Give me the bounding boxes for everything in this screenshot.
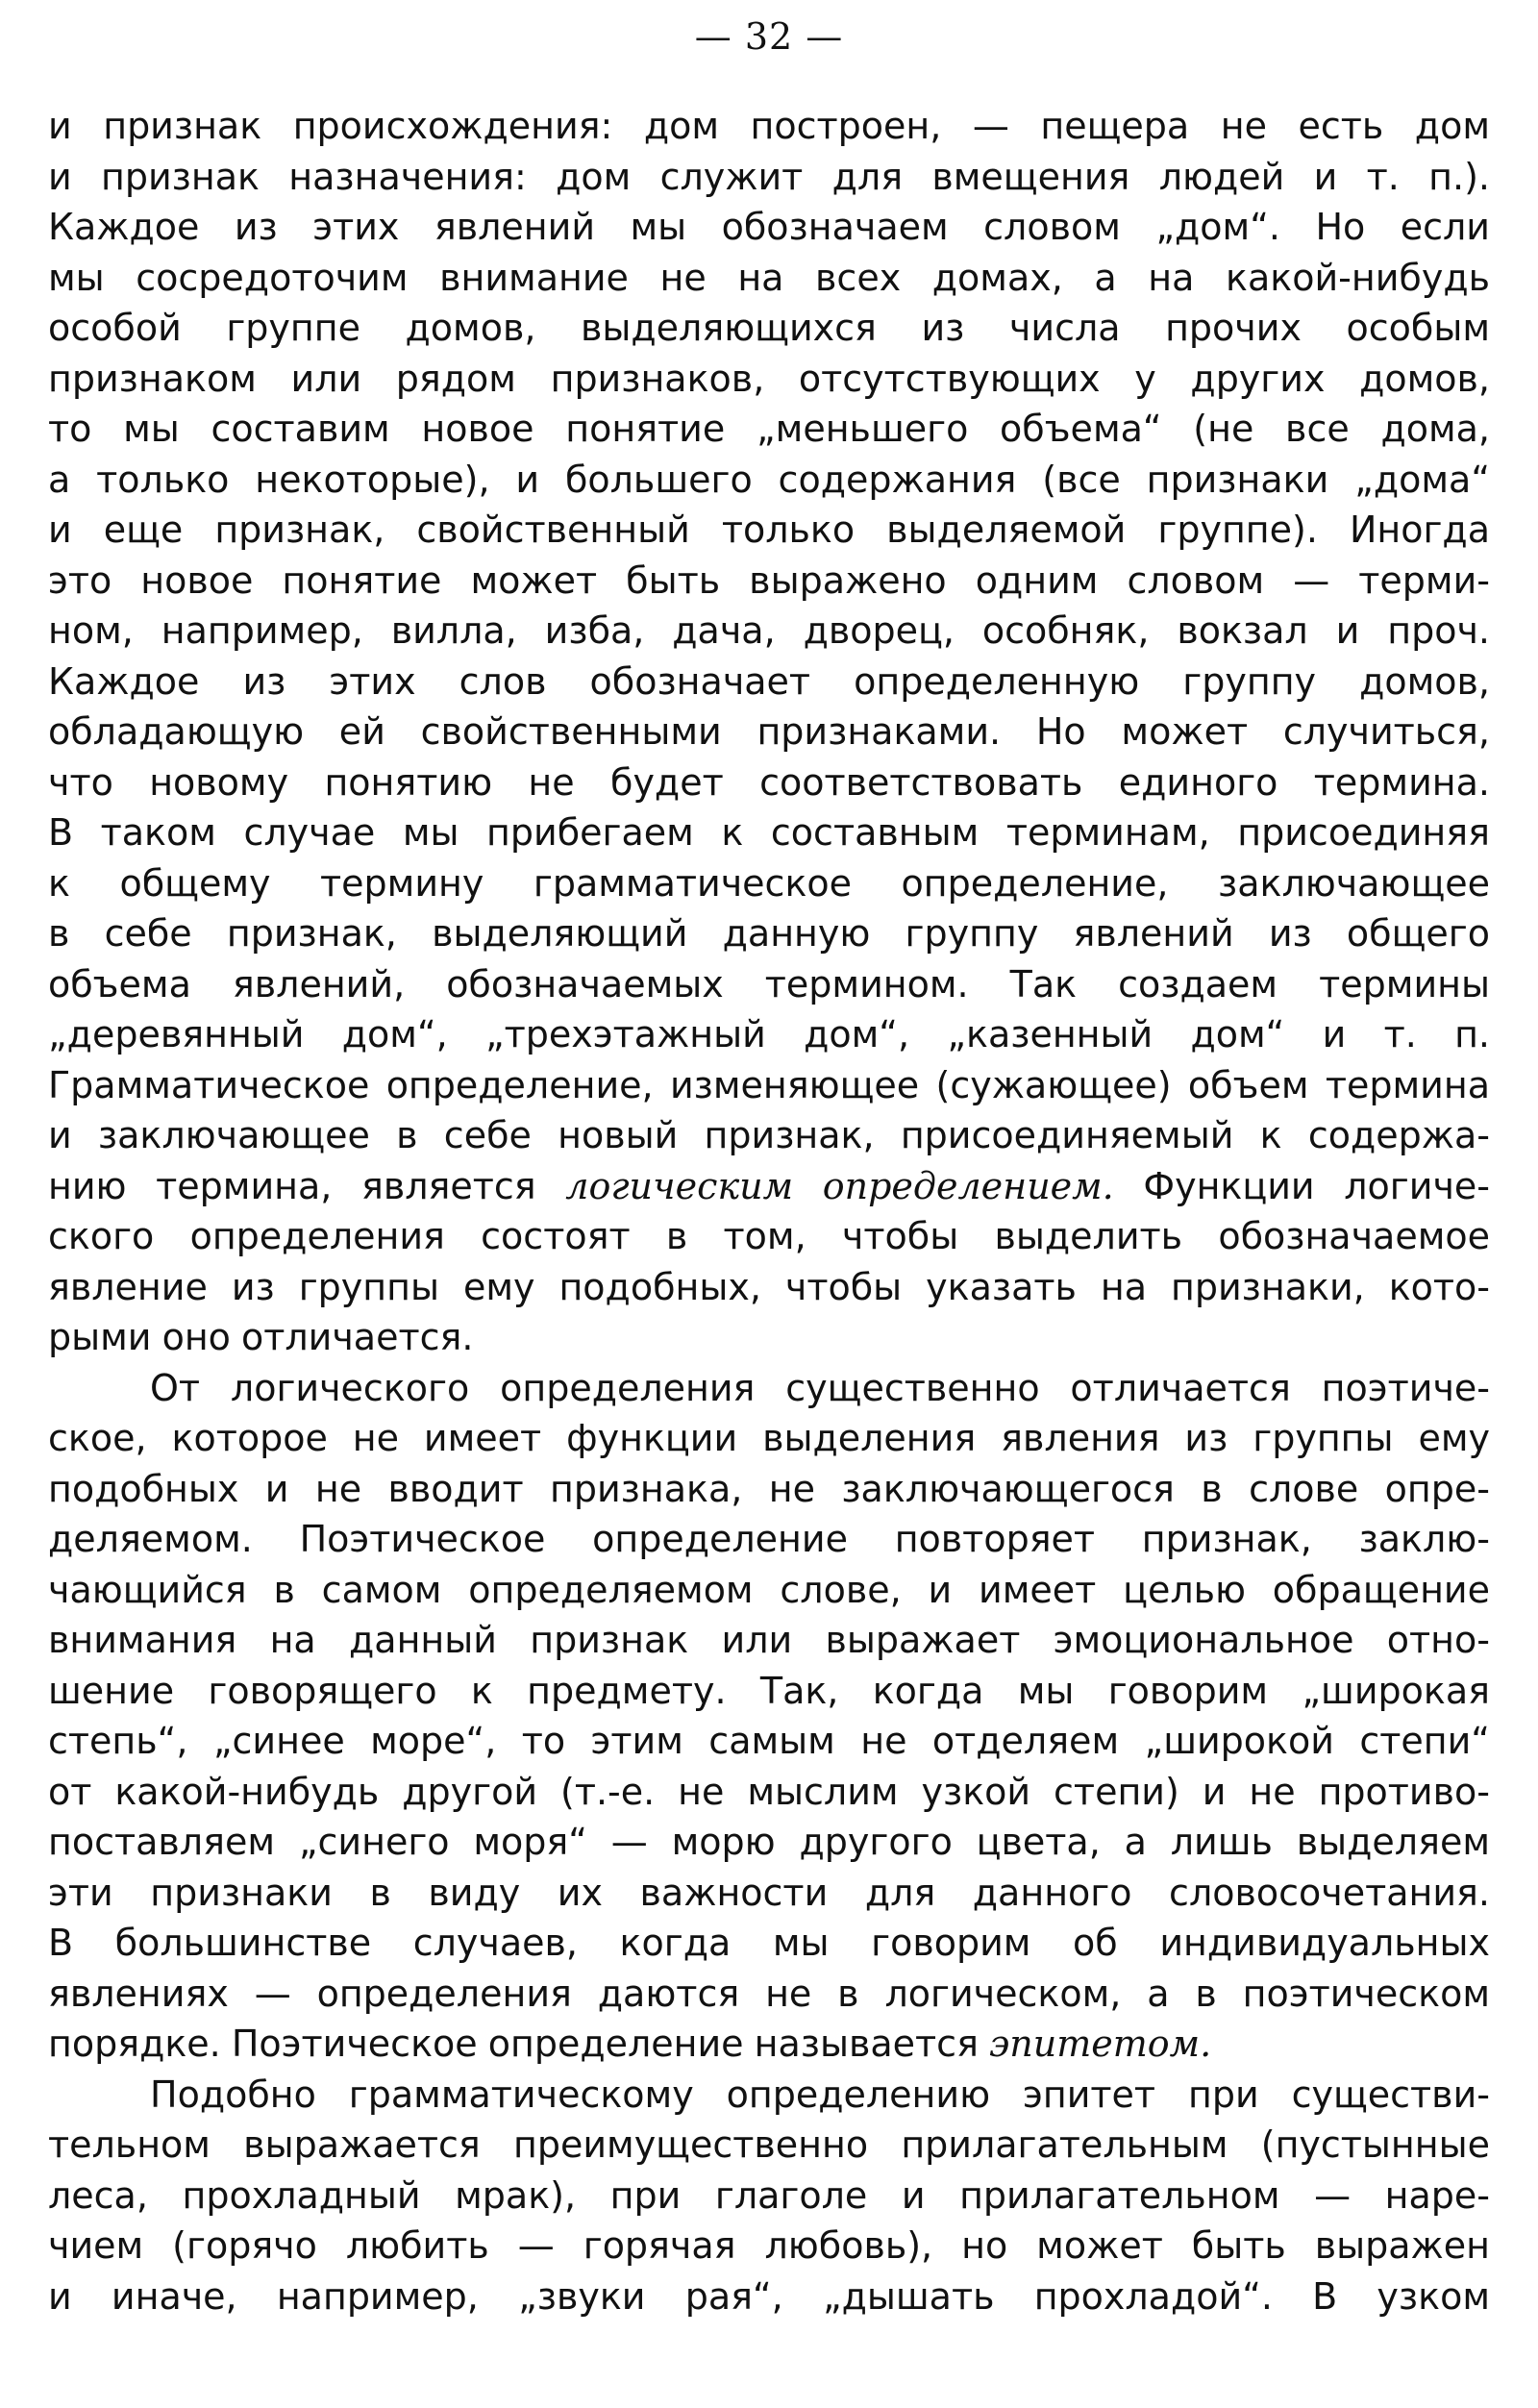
text-run: Функции логиче- [1113,1164,1490,1207]
text-line: степь“, „синее море“, то этим самым не отделяем „широкой степи“ [48,1720,1490,1762]
text-line: Грамматическое определение, изменяющее (сужающее) объем термина [48,1063,1490,1106]
text-line: то мы составим новое понятие „меньшего объема“ (не все дома, [48,408,1490,450]
text-line: „деревянный дом“, „трехэтажный дом“, „казенный дом“ и т. п. [48,1013,1490,1055]
text-line: обладающую ей свойственными признаками. Но может случиться, [48,710,1490,753]
text-line: В большинстве случаев, когда мы говорим об индивидуальных [48,1922,1490,1964]
text-line: В таком случае мы прибегаем к составным терминам, присоединяя [48,811,1490,854]
text-line: леса, прохладный мрак), при глаголе и прилагательном — наре- [48,2173,1490,2217]
italic-term: эпитетом. [989,2023,1212,2065]
text-line: чием (горячо любить — горячая любовь), но может быть выражен [48,2224,1490,2267]
text-line: и еще признак, свойственный только выделяемой группе). Иногда [48,509,1490,551]
text-line: Каждое из этих явлений мы обозначаем словом „дом“. Но если [48,206,1490,248]
text-line: это новое понятие может быть выражено одним словом — терми- [48,559,1490,602]
text-line: и признак назначения: дом служит для вмещения людей и т. п.). [48,155,1490,198]
text-line: к общему термину грамматическое определение, заключающее [48,861,1490,905]
text-line: ского определения состоят в том, чтобы выделить обозначаемое [48,1215,1490,1257]
text-line: чающийся в самом определяемом слове, и имеет целью обращение [48,1568,1490,1611]
body-text [48,101,1490,2321]
text-line: явлениях — определения даются не в логическом, а в поэтическом [48,1972,1490,2015]
text-line: подобных и не вводит признака, не заключающегося в слове опре- [48,1467,1490,1510]
text-run: порядке. Поэтическое определение называется [48,2023,990,2065]
text-line [48,1161,1490,1212]
text-line: от какой-нибудь другой (т.-е. не мыслим узкой степи) и не противо- [48,1770,1490,1813]
text-line: От логического определения существенно отличается поэтиче- [150,1366,1490,1409]
text-line: в себе признак, выделяющий данную группу явлений из общего [48,912,1490,955]
page-number: — 32 — [694,15,844,58]
text-line: и заключающее в себе новый признак, присоединяемый к содержа- [48,1114,1490,1156]
italic-term: логическим определением. [565,1164,1114,1207]
text-line: поставляем „синего моря“ — морю другого цвета, а лишь выделяем [48,1821,1490,1863]
text-line: особой группе домов, выделяющихся из числа прочих особым [48,307,1490,349]
text-line: объема явлений, обозначаемых термином. Так создаем термины [48,962,1490,1005]
text-line: что новому понятию не будет соответствовать единого термина. [48,760,1490,804]
text-line [48,2019,1490,2070]
text-line: внимания на данный признак или выражает эмоциональное отно- [48,1619,1490,1661]
text-line: явление из группы ему подобных, чтобы указать на признаки, кото- [48,1265,1490,1308]
book-page [48,0,1490,2408]
text-line: а только некоторые), и большего содержания (все признаки „дома“ [48,458,1490,501]
text-run: нию термина, является [48,1164,566,1207]
text-line: шение говорящего к предмету. Так, когда мы говорим „широкая [48,1669,1490,1712]
text-line: тельном выражается преимущественно прилагательным (пустынные [48,2123,1490,2166]
text-line: эти признаки в виду их важности для данного словосочетания. [48,1871,1490,1914]
text-line: ское, которое не имеет функции выделения явления из группы ему [48,1417,1490,1459]
text-line: Подобно грамматическому определению эпитет при существи- [150,2073,1490,2116]
text-line: и иначе, например, „звуки рая“, „дышать прохладой“. В узком [48,2274,1490,2318]
text-line: деляемом. Поэтическое определение повторяет признак, заклю- [48,1518,1490,1560]
text-line: Каждое из этих слов обозначает определенную группу домов, [48,659,1490,703]
text-line: рыми оно отличается. [48,1316,474,1358]
text-line: и признак происхождения: дом построен, — пещера не есть дом [48,105,1490,147]
text-line: мы сосредоточим внимание не на всех домах, а на какой-нибудь [48,256,1490,299]
text-line: признаком или рядом признаков, отсутствующих у других домов, [48,357,1490,400]
text-line: ном, например, вилла, изба, дача, дворец, особняк, вокзал и проч. [48,609,1490,652]
